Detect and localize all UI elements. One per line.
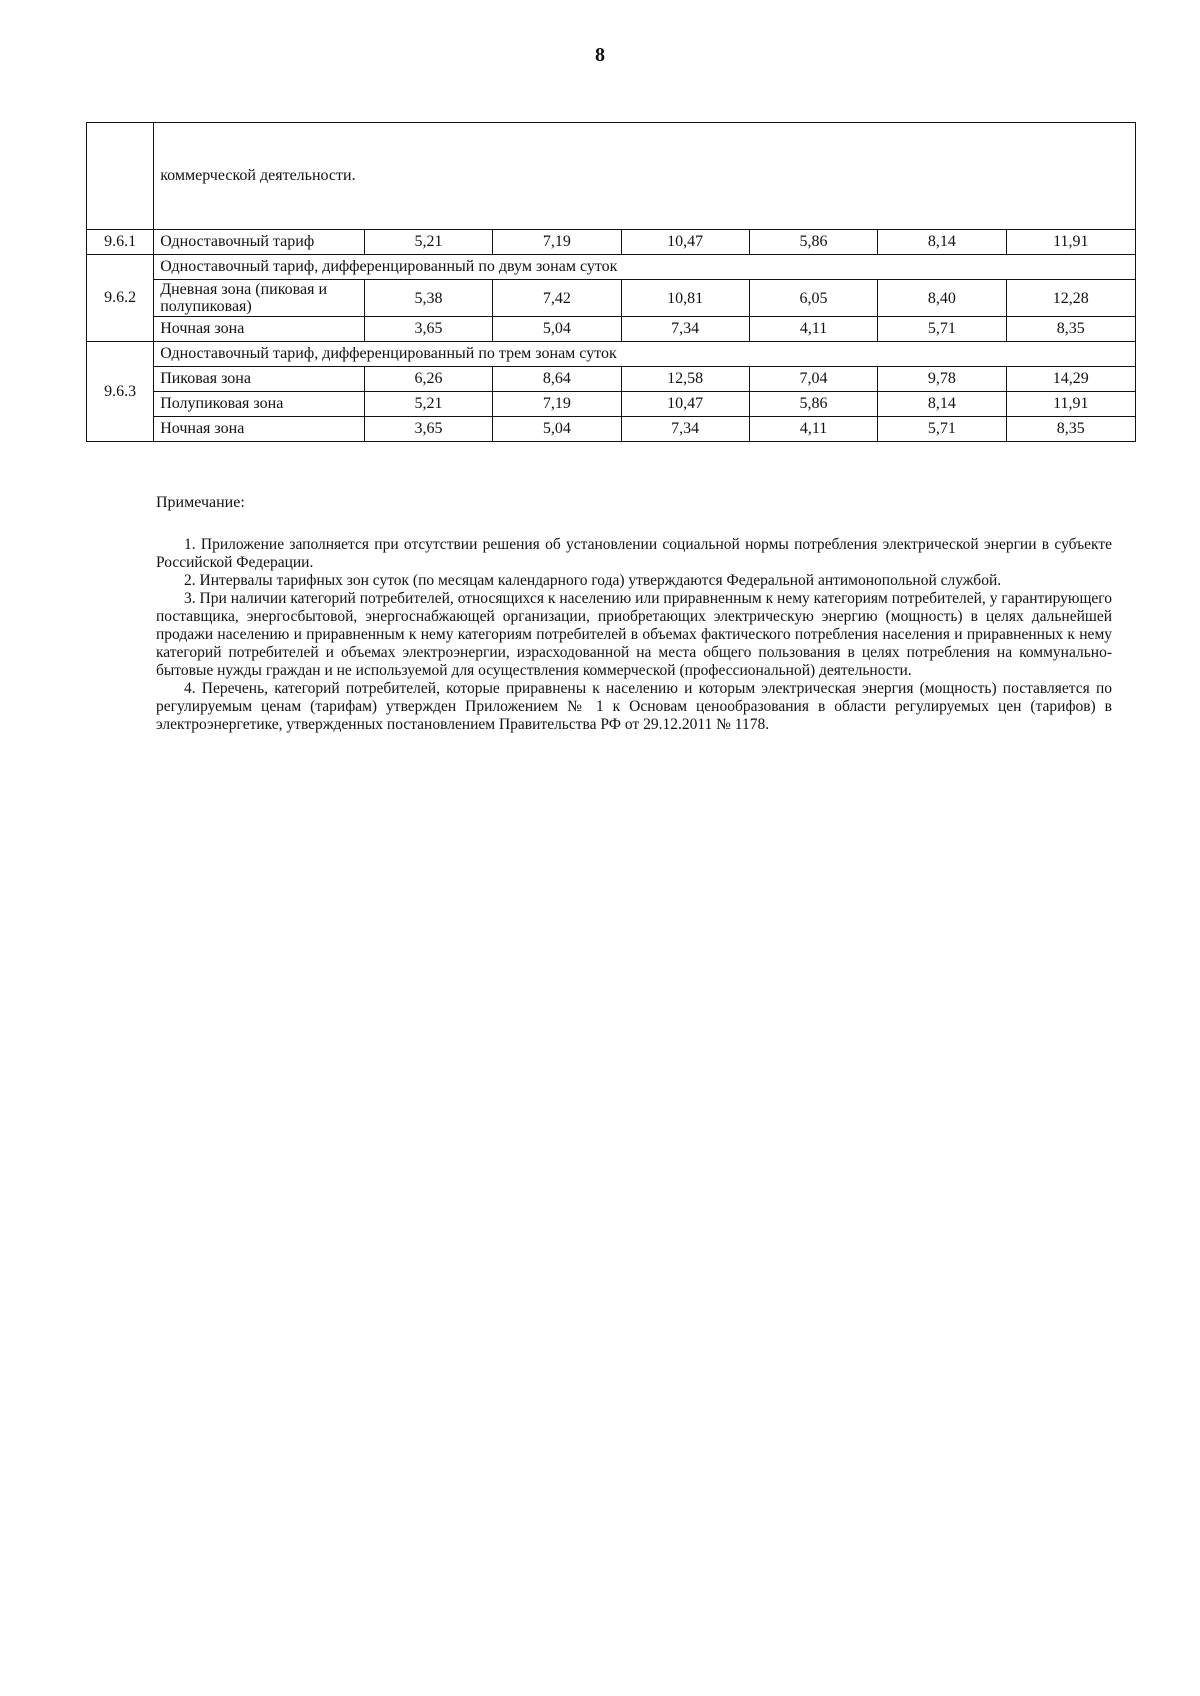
value-cell: 11,91	[1006, 392, 1135, 417]
continuation-text: коммерческой деятельности.	[154, 123, 1136, 230]
row-label: Полупиковая зона	[154, 392, 365, 417]
value-cell: 6,26	[364, 367, 492, 392]
note-item: 2. Интервалы тарифных зон суток (по месяцам календарного года) утверждаются Федеральной антимонопольной службой.	[184, 572, 1002, 589]
value-cell: 6,05	[749, 280, 877, 317]
value-cell: 10,47	[621, 230, 749, 255]
group-heading: Одноставочный тариф, дифференцированный по трем зонам суток	[154, 342, 1136, 367]
table-row-night-zone	[87, 317, 1136, 342]
row-code: 9.6.2	[87, 255, 154, 342]
table-row-day-zone	[87, 280, 1136, 317]
value-cell: 5,38	[364, 280, 492, 317]
group-heading: Одноставочный тариф, дифференцированный по двум зонам суток	[154, 255, 1136, 280]
value-cell: 11,91	[1006, 230, 1135, 255]
table-row-continuation	[87, 123, 1136, 230]
value-cell: 8,14	[878, 230, 1006, 255]
value-cell: 10,47	[621, 392, 749, 417]
code-cell-empty	[87, 123, 154, 230]
value-cell: 12,58	[621, 367, 749, 392]
value-cell: 12,28	[1006, 280, 1135, 317]
value-cell: 5,04	[493, 417, 621, 442]
value-cell: 5,71	[878, 317, 1006, 342]
notes-title: Примечание:	[156, 494, 245, 511]
value-cell: 8,40	[878, 280, 1006, 317]
notes-section	[156, 494, 1112, 734]
table-row-night-zone	[87, 417, 1136, 442]
value-cell: 7,42	[493, 280, 621, 317]
row-label: Ночная зона	[154, 317, 365, 342]
value-cell: 14,29	[1006, 367, 1135, 392]
table-row-9-6-2-heading	[87, 255, 1136, 280]
value-cell: 9,78	[878, 367, 1006, 392]
row-label: Одноставочный тариф	[154, 230, 365, 255]
value-cell: 5,21	[364, 230, 492, 255]
value-cell: 7,19	[493, 230, 621, 255]
note-item: 3. При наличии категорий потребителей, относящихся к населению или приравненным к нему категориям потребителей, у гарантирующего поставщика, энергосбытовой, энергоснабжающей организации, приобретающих электрическую энергию (мощность) в целях дальнейшей продажи населению и приравненным к нему категориям потребителей в объемах фактического потребления населения и приравненных к нему категорий потребителей и объемах электроэнергии, израсходованной на места общего пользования в целях потребления на коммунально-бытовые нужды граждан и не используемой для осуществления коммерческой (профессиональной) деятельности.	[156, 590, 1112, 679]
note-item: 4. Перечень, категорий потребителей, которые приравнены к населению и которым электрическая энергия (мощность) поставляется по регулируемым ценам (тарифам) утвержден Приложением № 1 к Основам ценообразования в области регулируемых цен (тарифов) в электроэнергетике, утвержденных постановлением Правительства РФ от 29.12.2011 № 1178.	[156, 680, 1112, 733]
table-row-9-6-1	[87, 230, 1136, 255]
table-row-semipeak-zone	[87, 392, 1136, 417]
row-code: 9.6.1	[87, 230, 154, 255]
value-cell: 5,21	[364, 392, 492, 417]
value-cell: 3,65	[364, 317, 492, 342]
row-code: 9.6.3	[87, 342, 154, 442]
value-cell: 7,34	[621, 317, 749, 342]
value-cell: 8,14	[878, 392, 1006, 417]
row-label: Дневная зона (пиковая и полупиковая)	[154, 280, 365, 317]
row-label: Ночная зона	[154, 417, 365, 442]
page-number: 8	[595, 44, 605, 66]
value-cell: 4,11	[749, 317, 877, 342]
value-cell: 7,19	[493, 392, 621, 417]
value-cell: 7,34	[621, 417, 749, 442]
tariff-table	[86, 122, 1136, 442]
value-cell: 5,86	[749, 230, 877, 255]
value-cell: 10,81	[621, 280, 749, 317]
value-cell: 3,65	[364, 417, 492, 442]
value-cell: 5,86	[749, 392, 877, 417]
table-row-peak-zone	[87, 367, 1136, 392]
value-cell: 4,11	[749, 417, 877, 442]
value-cell: 8,35	[1006, 417, 1135, 442]
value-cell: 5,04	[493, 317, 621, 342]
value-cell: 5,71	[878, 417, 1006, 442]
table-row-9-6-3-heading	[87, 342, 1136, 367]
value-cell: 8,35	[1006, 317, 1135, 342]
value-cell: 8,64	[493, 367, 621, 392]
row-label: Пиковая зона	[154, 367, 365, 392]
value-cell: 7,04	[749, 367, 877, 392]
note-item: 1. Приложение заполняется при отсутствии решения об установлении социальной нормы потребления электрической энергии в субъекте Российской Федерации.	[156, 536, 1112, 571]
